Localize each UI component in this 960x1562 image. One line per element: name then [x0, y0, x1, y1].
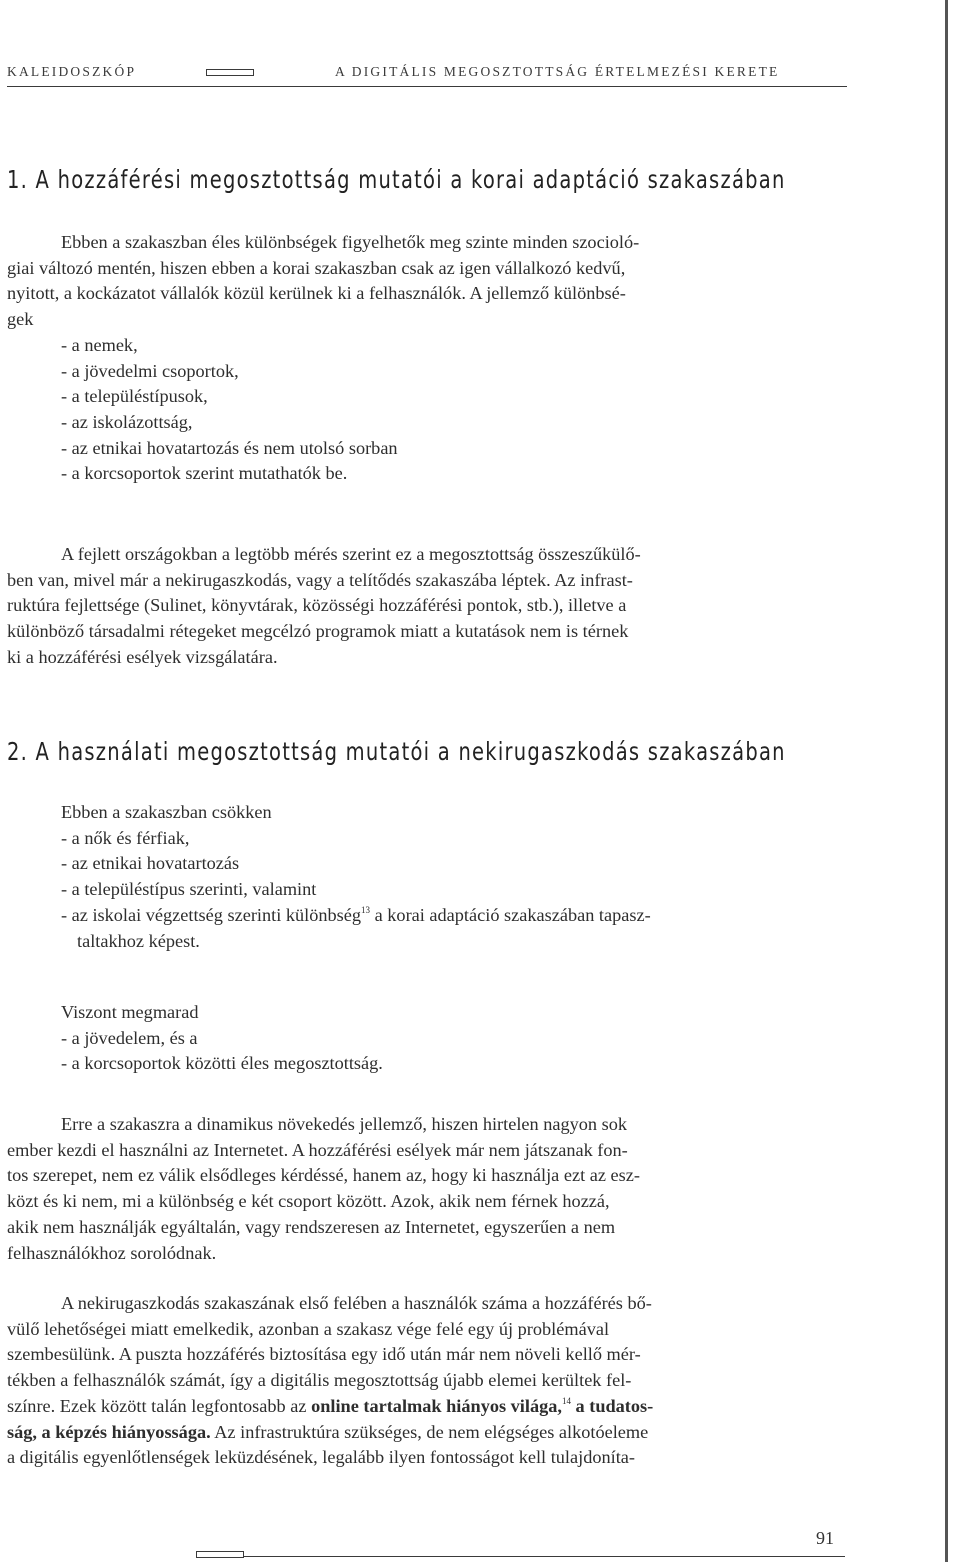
list-item: - a nők és férfiak,: [61, 827, 190, 848]
emphasis-online-content: online tartalmak hiányos világa,: [311, 1395, 562, 1416]
footnote-ref-14[interactable]: 14: [561, 1395, 571, 1406]
header-article-title: A DIGITÁLIS MEGOSZTOTTSÁG ÉRTELMEZÉSI KERETE: [335, 64, 780, 79]
footer-rule: [244, 1556, 845, 1557]
footnote-ref-13[interactable]: 13: [361, 904, 371, 915]
section-1-paragraph: [7, 542, 847, 671]
text-line: ki a hozzáférési esélyek vizsgálatára.: [7, 646, 278, 667]
text-line: színre. Ezek között talán legfontosabb az online tartalmak hiányos világa,$^{14}$ a tudatos-: [7, 1395, 654, 1416]
list-item: - a településtípusok,: [61, 386, 208, 407]
list-item-continuation: taltakhoz képest.: [77, 930, 200, 951]
text-line: giai változó mentén, hiszen ebben a korai szakaszban csak az igen vállalkozó kedvű,: [7, 257, 626, 278]
text-line: ruktúra fejlettsége (Sulinet, könyvtárak, közösségi hozzáférési pontok, stb.), illetve a: [7, 595, 627, 616]
text-line: felhasználókhoz sorolódnak.: [7, 1242, 217, 1263]
text-line: ság, a képzés hiányossága. Az infrastruktúra szükséges, de nem elégséges alkotóeleme: [7, 1421, 649, 1442]
text-line: Erre a szakaszra a dinamikus növekedés jellemző, hiszen hirtelen nagyon sok: [61, 1114, 628, 1134]
list-item: - az iskolai végzettség szerinti különbség$^{13}$ a korai adaptáció szakaszában tapasz-: [61, 904, 651, 925]
text-line: különböző társadalmi rétegeket megcélzó programok miatt a kutatások nem is térnek: [7, 621, 629, 642]
section-2-remain-list: [7, 1000, 847, 1077]
section-2-heading: 2. A használati megosztottság mutatói a nekirugaszkodás szakaszában: [7, 737, 786, 766]
text-line: Ebben a szakaszban csökken: [61, 802, 272, 822]
section-2-paragraph-1: [7, 1112, 847, 1266]
text-line: nyitott, a kockázatot vállalók közül kerülnek ki a felhasználók. A jellemző különbsé-: [7, 283, 626, 304]
emphasis-awareness: a tudatos-: [570, 1395, 654, 1416]
list-item: - az etnikai hovatartozás: [61, 853, 240, 874]
text-line: Viszont megmarad: [61, 1002, 199, 1022]
emphasis-training: ság, a képzés hiányossága.: [7, 1421, 211, 1442]
text-line: akik nem használják egyáltalán, vagy rendszeresen az Internetet, egyszerűen a nem: [7, 1216, 616, 1237]
list-item: - a jövedelem, és a: [61, 1027, 198, 1048]
text-line: Ebben a szakaszban éles különbségek figyelhetők meg szinte minden szocioló-: [61, 232, 640, 252]
text-line: A fejlett országokban a legtöbb mérés szerint ez a megosztottság összeszűkülő-: [61, 544, 641, 564]
header-journal-title: KALEIDOSZKÓP: [7, 64, 137, 79]
page-edge-rule: [945, 0, 948, 1562]
list-item: - a korcsoportok közötti éles megosztottság.: [61, 1053, 383, 1074]
list-item: - az iskolázottság,: [61, 411, 193, 432]
page-number: 91: [816, 1528, 834, 1548]
text-line: a digitális egyenlőtlenségek leküzdésének, legalább ilyen fontosságot kell tulajdonítа-: [7, 1447, 635, 1468]
section-1-body: [7, 230, 847, 487]
footer-ornament: [196, 1551, 244, 1558]
text-line: ben van, mivel már a nekirugaszkodás, vagy a telítődés szakaszába léptek. Az infrast-: [7, 569, 633, 590]
list-item: - a korcsoportok szerint mutathatók be.: [61, 463, 348, 484]
text-line: szembesülünk. A puszta hozzáférés biztosítása egy idő után már nem növeli kellő mér-: [7, 1344, 641, 1365]
text-line: gek: [7, 309, 34, 330]
list-item: - a településtípus szerinti, valamint: [61, 879, 317, 900]
section-2-paragraph-2: [7, 1291, 847, 1471]
text-line: közt és ki nem, mi a különbség e két csoport között. Azok, akik nem férnek hozzá,: [7, 1191, 610, 1212]
running-header: [7, 62, 847, 87]
section-2-decrease-list: [7, 800, 847, 954]
text-line: tékben a felhasználók számát, így a digitális megosztottság újabb elemei kerültek fel-: [7, 1370, 632, 1391]
list-item: - a jövedelmi csoportok,: [61, 360, 239, 381]
text-line: ember kezdi el használni az Internetet. A hozzáférési esélyek már nem játszanak fon-: [7, 1139, 628, 1160]
list-item: - a nemek,: [61, 334, 138, 355]
list-item: - az etnikai hovatartozás és nem utolsó sorban: [61, 437, 398, 458]
text-line: tos szerepet, nem ez válik elsődleges kérdéssé, hanem az, hogy ki használja ezt az esz-: [7, 1165, 640, 1186]
text-line: vülő lehetőségei miatt emelkedik, azonban a szakasz vége felé egy új problémával: [7, 1318, 610, 1339]
header-ornament: [206, 69, 254, 76]
section-1-heading: 1. A hozzáférési megosztottság mutatói a korai adaptáció szakaszában: [7, 165, 786, 194]
text-line: A nekirugaszkodás szakaszának első felében a használók száma a hozzáférés bő-: [61, 1293, 652, 1313]
